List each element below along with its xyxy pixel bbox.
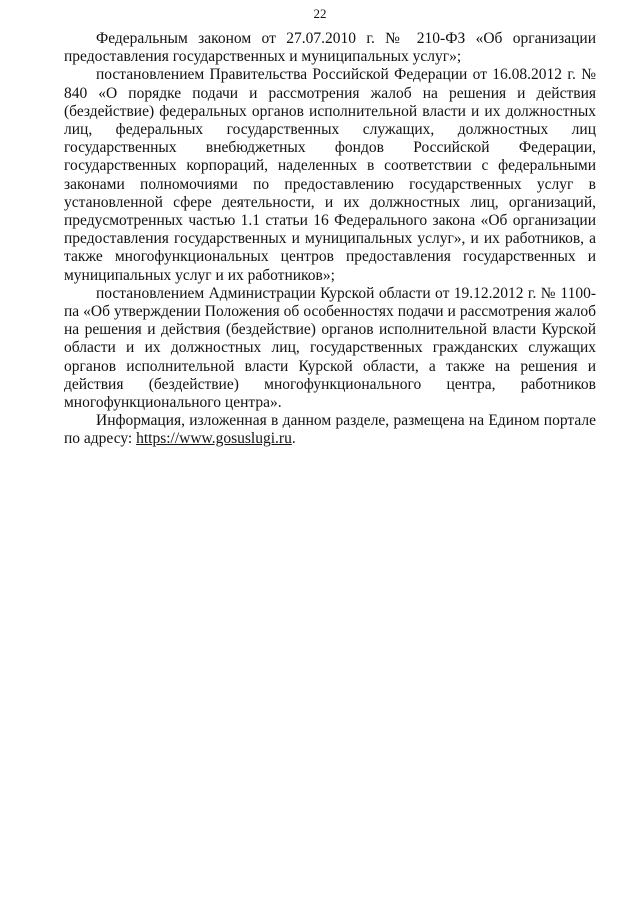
paragraph-federal-law: Федеральным законом от 27.07.2010 г. № 210-ФЗ «Об организации предоставления государственных и муниципальных услуг»; bbox=[64, 30, 596, 66]
page-number: 22 bbox=[313, 6, 327, 21]
paragraph-government-resolution: постановлением Правительства Российской Федерации от 16.08.2012 г. № 840 «О порядке подачи и рассмотрения жалоб на решения и действия (бездействие) федеральных органов исполнительной власти и их должностных лиц, федеральных государственных служащих, должностных лиц государственных внебюджетных фондов Российской Федерации, государственных корпораций, наделенных в соответствии с федеральными законами полномочиями по предоставлению государственных услуг в установленной сфере деятельности, и их должностных лиц, организаций, предусмотренных частью 1.1 статьи 16 Федерального закона «Об организации предоставления государственных и муниципальных услуг», и их работников, а также многофункциональных центров предоставления государственных и муниципальных услуг и их работников»; bbox=[64, 66, 596, 284]
document-body bbox=[64, 30, 596, 449]
portal-info-end: . bbox=[291, 430, 296, 448]
paragraph-portal-info bbox=[64, 412, 596, 448]
paragraph-kursk-resolution: постановлением Администрации Курской области от 19.12.2012 г. № 1100-па «Об утверждении Положения об особенностях подачи и рассмотрения жалоб на решения и действия (бездействие) органов исполнительной власти Курской области и их должностных лиц, государственных гражданских служащих органов исполнительной власти Курской области, а также на решения и действия (бездействие) многофункционального центра, работников многофункционального центра». bbox=[64, 284, 596, 412]
gosuslugi-link[interactable]: https://www.gosuslugi.ru bbox=[136, 430, 292, 448]
portal-info-text: Информация, изложенная в данном разделе, размещена на Едином портале по адресу: bbox=[64, 412, 596, 448]
